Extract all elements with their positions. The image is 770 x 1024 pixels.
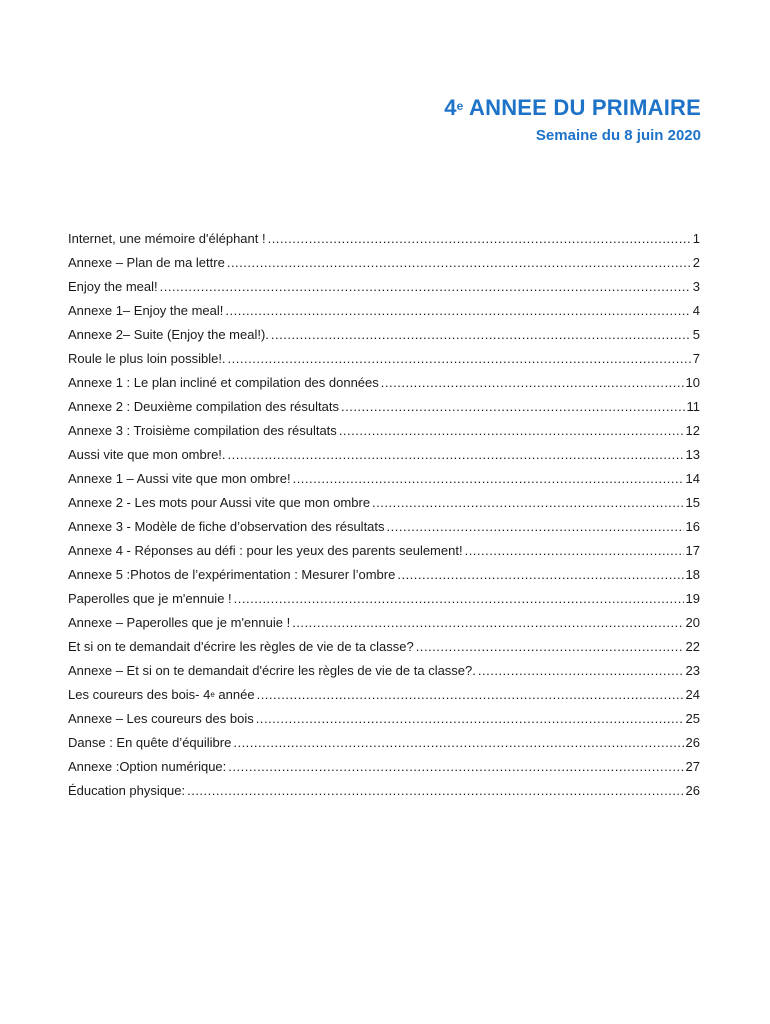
toc-entry-text-suffix: année: [214, 687, 255, 702]
toc-entry[interactable]: [68, 301, 700, 325]
toc-dot-leader: [381, 373, 684, 393]
toc-page-number: 18: [685, 567, 700, 582]
toc-entry-label: [68, 589, 232, 609]
toc-entry-label: [68, 445, 226, 465]
toc-entry-text: Annexe 5 :Photos de l’expérimentation : Mesurer l’ombre: [68, 567, 396, 582]
toc-entry-text: Annexe 4 - Réponses au défi : pour les yeux des parents seulement!: [68, 543, 463, 558]
toc-page-number: 13: [685, 447, 700, 462]
toc-entry-text: Annexe 2 : Deuxième compilation des résultats: [68, 399, 339, 414]
toc-page-number: 20: [685, 615, 700, 630]
toc-entry[interactable]: [68, 325, 700, 349]
toc-entry[interactable]: [68, 493, 700, 517]
toc-page-number: 23: [685, 663, 700, 678]
toc-entry-text: Annexe 1 : Le plan incliné et compilation des données: [68, 375, 379, 390]
toc-entry-text: Roule le plus loin possible!.: [68, 351, 226, 366]
toc-page-number: 11: [686, 399, 700, 414]
toc-page-number: 22: [685, 639, 700, 654]
document-header: [444, 94, 701, 147]
toc-entry-text: Aussi vite que mon ombre!.: [68, 447, 226, 462]
title-superscript: e: [456, 99, 464, 113]
toc-entry[interactable]: [68, 469, 700, 493]
toc-entry-label: [68, 493, 370, 513]
toc-page-number: 15: [685, 495, 700, 510]
toc-entry-text: Annexe 1– Enjoy the meal!: [68, 303, 224, 318]
toc-entry-label: [68, 709, 254, 729]
toc-entry-text: Annexe 2– Suite (Enjoy the meal!).: [68, 327, 269, 342]
toc-entry-text: Annexe 2 - Les mots pour Aussi vite que mon ombre: [68, 495, 371, 510]
toc-entry-text: Internet, une mémoire d'éléphant !: [68, 231, 266, 246]
toc-page-number: 12: [685, 423, 700, 438]
toc-page-number: 27: [685, 759, 700, 774]
toc-dot-leader: [341, 397, 685, 417]
toc-entry-label: [68, 733, 231, 753]
toc-entry-label: [68, 325, 269, 345]
toc-dot-leader: [271, 325, 691, 345]
toc-entry[interactable]: [68, 229, 700, 253]
toc-page-number: 17: [685, 543, 700, 558]
toc-page-number: 4: [692, 303, 700, 318]
toc-page-number: 14: [685, 471, 700, 486]
toc-entry-label: [68, 541, 463, 561]
title-number: 4: [444, 95, 457, 120]
toc-page-number: 10: [685, 375, 700, 390]
toc-entry[interactable]: [68, 373, 700, 397]
toc-entry-text: Et si on te demandait d'écrire les règles de vie de ta classe?: [68, 639, 414, 654]
toc-entry[interactable]: [68, 613, 700, 637]
toc-dot-leader: [478, 661, 684, 681]
toc-entry-text: Danse : En quête d’équilibre: [68, 735, 232, 750]
page-title: [444, 94, 701, 122]
toc-page-number: 26: [685, 735, 700, 750]
toc-dot-leader: [225, 301, 690, 321]
toc-entry[interactable]: [68, 589, 700, 613]
toc-dot-leader: [292, 613, 683, 633]
toc-entry-label: [68, 757, 226, 777]
toc-dot-leader: [256, 709, 684, 729]
toc-entry[interactable]: [68, 253, 700, 277]
toc-entry-text: Annexe 3 - Modèle de fiche d’observation des résultats: [68, 519, 385, 534]
toc-entry[interactable]: [68, 517, 700, 541]
toc-entry-text: Les coureurs des bois- 4: [68, 687, 211, 702]
toc-entry[interactable]: [68, 397, 700, 421]
toc-entry-label: [68, 613, 290, 633]
page-subtitle: Semaine du 8 juin 2020: [535, 127, 701, 144]
toc-entry-label: [68, 469, 291, 489]
toc-entry-text: Annexe – Et si on te demandait d'écrire les règles de vie de ta classe?.: [68, 663, 476, 678]
toc-entry-label: [68, 277, 158, 297]
toc-entry[interactable]: [68, 709, 700, 733]
toc-entry-label: [68, 565, 395, 585]
toc-entry[interactable]: [68, 277, 700, 301]
toc-entry-label: [68, 421, 337, 441]
toc-entry[interactable]: [68, 661, 700, 685]
toc-dot-leader: [160, 277, 691, 297]
toc-entry-text: Annexe 3 : Troisième compilation des résultats: [68, 423, 337, 438]
toc-entry-text: Annexe – Plan de ma lettre: [68, 255, 225, 270]
toc-dot-leader: [293, 469, 684, 489]
toc-entry[interactable]: [68, 349, 700, 373]
toc-page-number: 25: [685, 711, 700, 726]
toc-dot-leader: [227, 253, 691, 273]
toc-entry-label: [68, 253, 225, 273]
toc-entry[interactable]: [68, 421, 700, 445]
toc-page-number: 5: [692, 327, 700, 342]
toc-dot-leader: [268, 229, 691, 249]
toc-dot-leader: [387, 517, 684, 537]
toc-entry[interactable]: [68, 685, 700, 709]
toc-dot-leader: [228, 445, 684, 465]
toc-dot-leader: [372, 493, 683, 513]
toc-page-number: 3: [692, 279, 700, 294]
toc-entry-superscript: e: [210, 690, 215, 699]
toc-entry-text: Enjoy the meal!: [68, 279, 158, 294]
toc-entry[interactable]: [68, 637, 700, 661]
toc-entry-label: [68, 301, 223, 321]
toc-dot-leader: [228, 757, 683, 777]
toc-page-number: 26: [685, 783, 700, 798]
toc-dot-leader: [416, 637, 684, 657]
toc-dot-leader: [257, 685, 684, 705]
toc-entry-label: [68, 373, 379, 393]
toc-page-number: 16: [685, 519, 700, 534]
toc-entry[interactable]: [68, 565, 700, 589]
toc-entry-label: [68, 229, 266, 249]
toc-entry-label: [68, 661, 476, 681]
toc-entry[interactable]: [68, 541, 700, 565]
toc-entry-label: [68, 349, 226, 369]
toc-entry-label: [68, 397, 339, 417]
toc-dot-leader: [465, 541, 684, 561]
table-of-contents: [68, 229, 700, 805]
toc-entry[interactable]: [68, 781, 700, 805]
toc-entry-label: [68, 685, 255, 705]
toc-entry[interactable]: [68, 445, 700, 469]
toc-entry-text: Paperolles que je m'ennuie !: [68, 591, 232, 606]
toc-page-number: 1: [692, 231, 700, 246]
toc-dot-leader: [187, 781, 683, 801]
toc-page-number: 19: [685, 591, 700, 606]
toc-entry-label: [68, 781, 185, 801]
toc-entry-text: Éducation physique:: [68, 783, 186, 798]
toc-entry-label: [68, 517, 385, 537]
toc-entry[interactable]: [68, 757, 700, 781]
toc-entry-text: Annexe – Les coureurs des bois: [68, 711, 254, 726]
toc-page-number: 24: [685, 687, 700, 702]
toc-dot-leader: [233, 733, 683, 753]
toc-dot-leader: [234, 589, 684, 609]
toc-entry-text: Annexe – Paperolles que je m'ennuie !: [68, 615, 291, 630]
toc-entry-text: Annexe :Option numérique:: [68, 759, 227, 774]
toc-entry-label: [68, 637, 414, 657]
toc-dot-leader: [228, 349, 691, 369]
toc-page-number: 7: [692, 351, 700, 366]
toc-dot-leader: [339, 421, 684, 441]
toc-page-number: 2: [692, 255, 700, 270]
title-text: ANNEE DU PRIMAIRE: [463, 95, 701, 120]
toc-entry-text: Annexe 1 – Aussi vite que mon ombre!: [68, 471, 291, 486]
toc-dot-leader: [397, 565, 683, 585]
toc-entry[interactable]: [68, 733, 700, 757]
